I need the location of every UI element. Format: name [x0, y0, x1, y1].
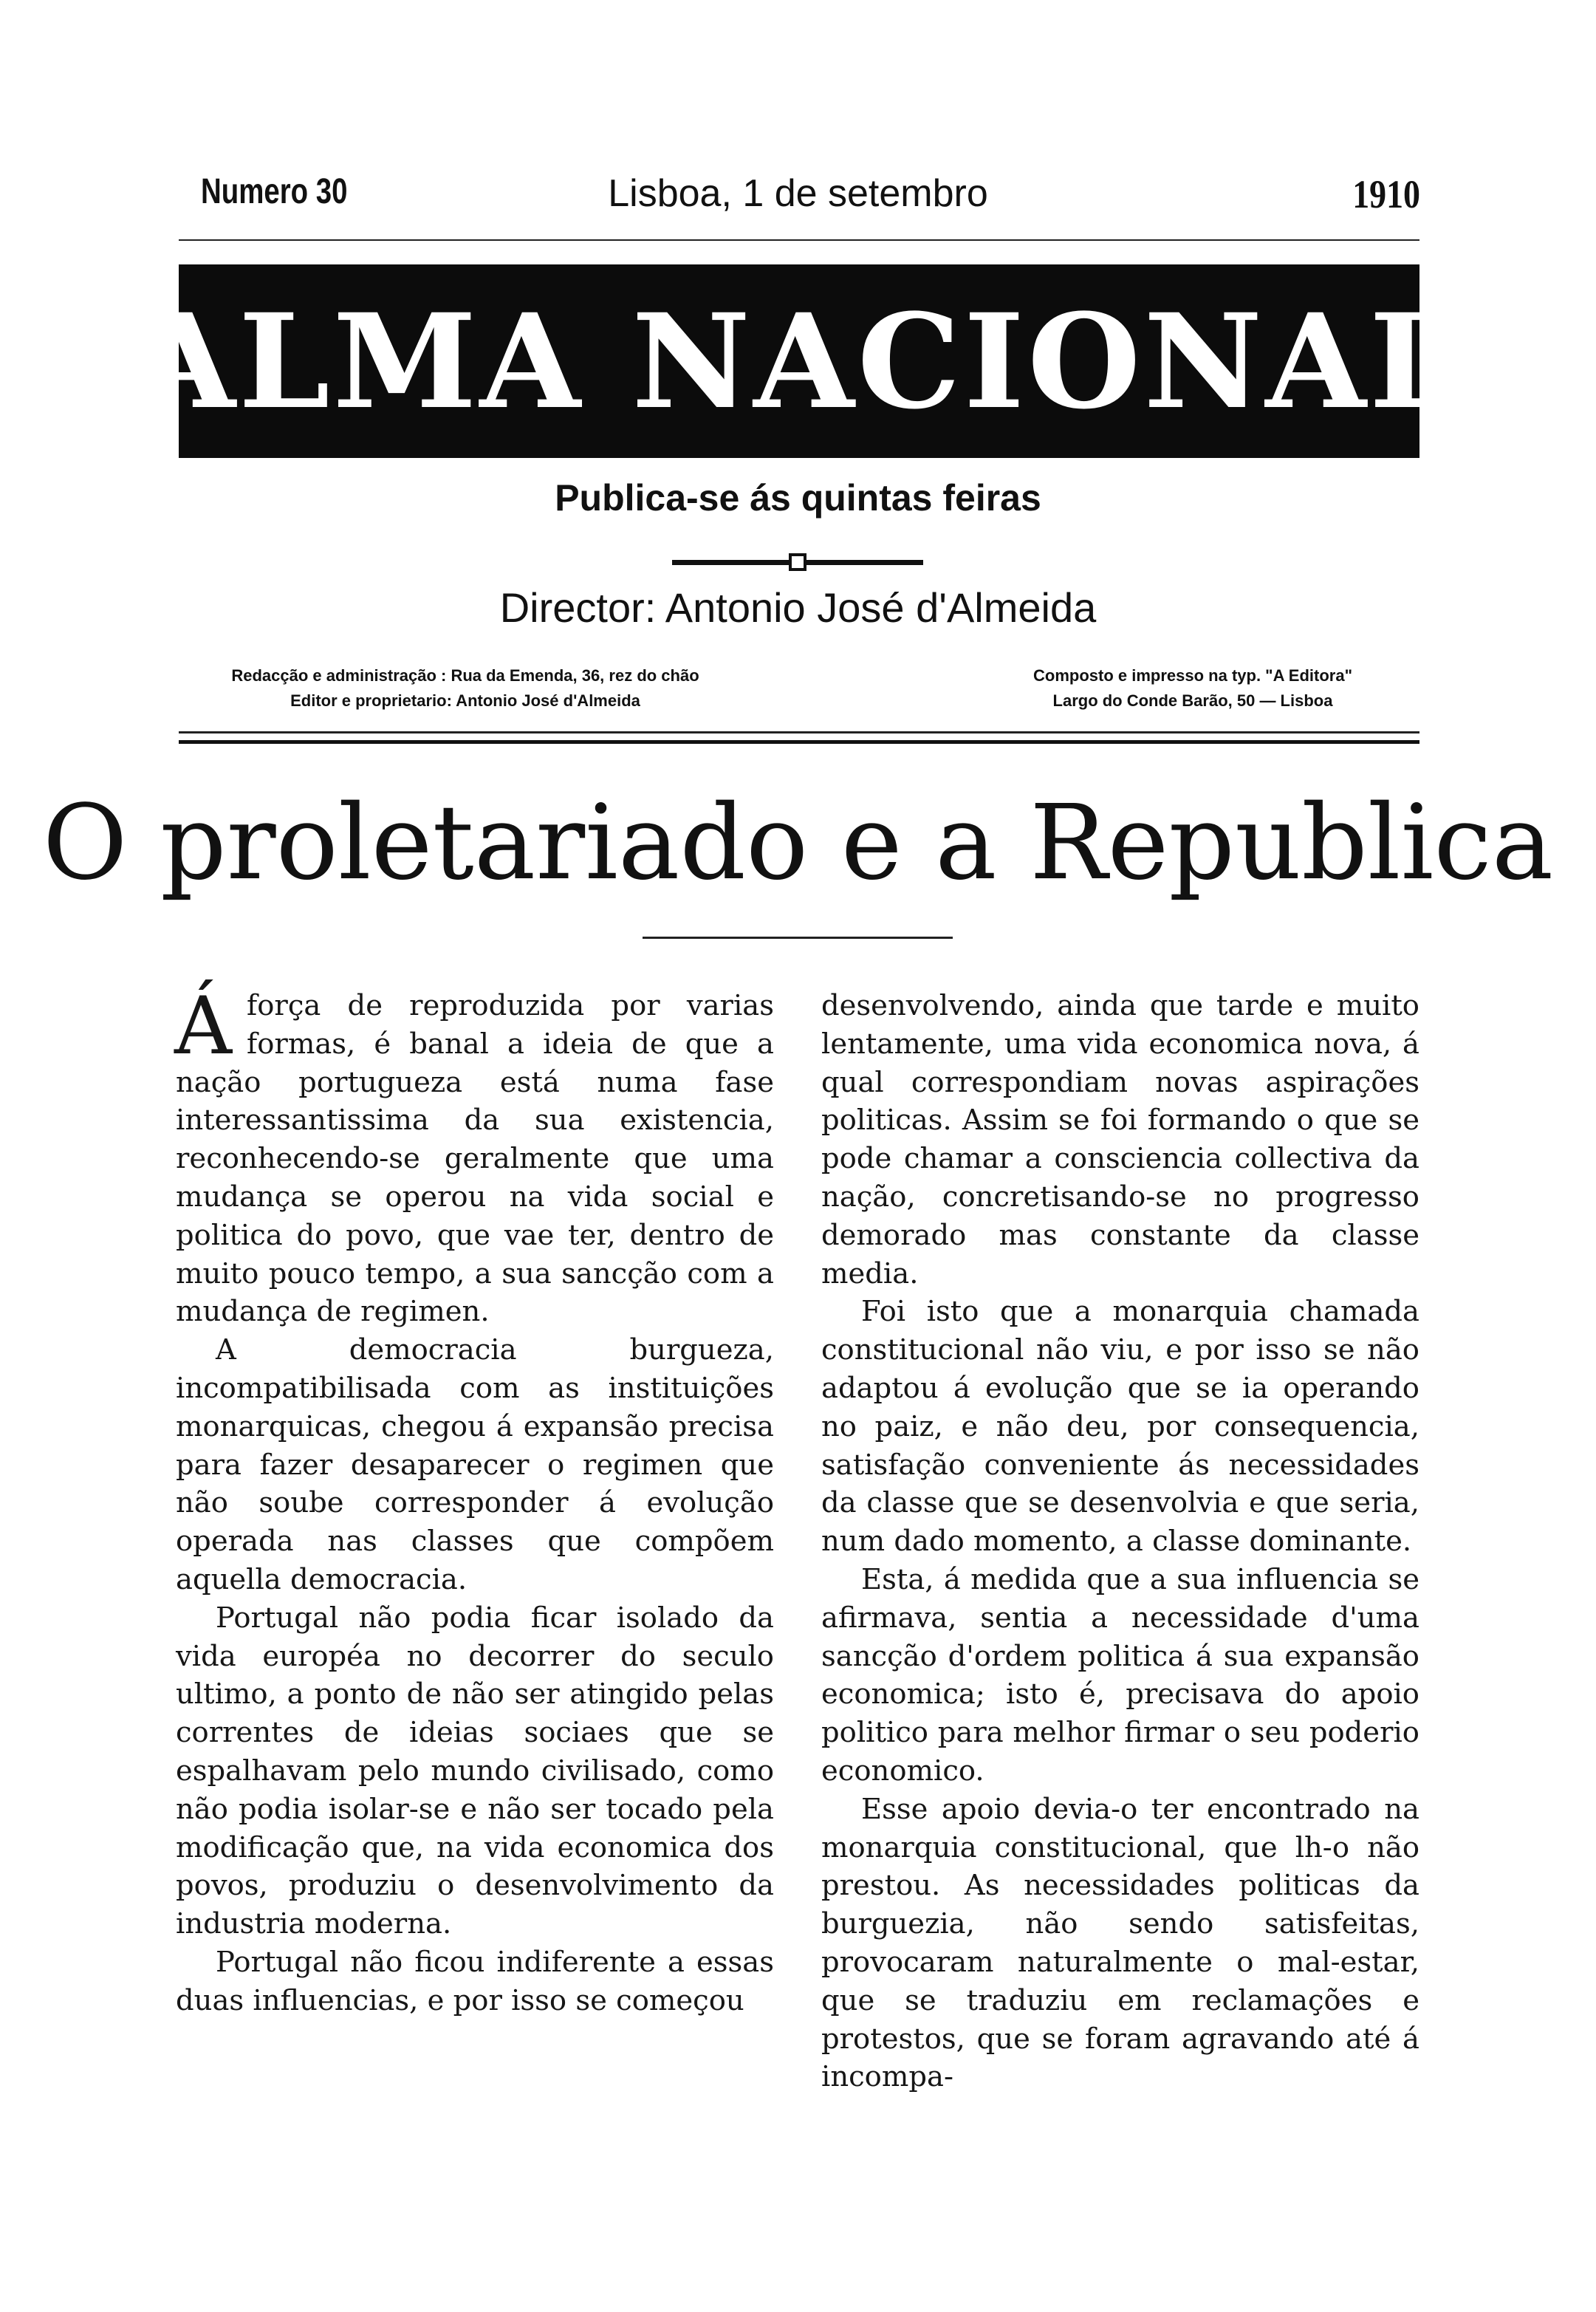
article-title: O proletariado e a Republica	[42, 783, 1554, 903]
masthead-rule-thick	[179, 740, 1419, 744]
imprint-left	[222, 663, 709, 714]
imprint-printer-address: Largo do Conde Barão, 50 — Lisboa	[1052, 691, 1333, 710]
header-rule	[179, 239, 1419, 241]
imprint-address: Redacção e administração : Rua da Emenda, 36, rez do chão	[231, 666, 699, 685]
imprint-printer: Composto e impresso na typ. "A Editora"	[1033, 666, 1352, 685]
ornament-diamond	[789, 553, 806, 571]
ornament-line-right	[805, 560, 923, 565]
paragraph: A democracia burgueza, incompatibilisada com as instituições monarquicas, chegou á expansão precisa para fazer desaparecer o regimen que não soube corresponder á evolução operada nas classes que compõem aquella democracia.	[176, 1333, 774, 1596]
paragraph: Esta, á medida que a sua influencia se afirmava, sentia a necessidade d'uma sancção d'ordem politica á sua expansão economica; isto é, precisava do apoio politico para melhor firmar o seu poderio economico.	[821, 1562, 1419, 1788]
article-column-left	[174, 980, 774, 2020]
paragraph: Portugal não podia ficar isolado da vida européa no decorrer do seculo ultimo, a ponto de não ser atingido pelas correntes de ideias sociaes que se espalhavam pelo mundo civilisado, como não podia isolar-se e não ser tocado pela modificação que, na vida economica dos povos, produziu o desenvolvimento da industria moderna.	[176, 1601, 774, 1941]
paragraph-text: força de reproduzida por varias formas, é banal a ideia de que a nação portugueza está numa fase interessantissima da sua existencia, reconhecendo-se geralmente que uma mudança se operou na vida social e politica do povo, que vae ter, dentro de muito pouco tempo, a sua sancção com a mudança de regimen.	[176, 989, 774, 1329]
director-line: Director: Antonio José d'Almeida	[499, 584, 1097, 631]
publication-frequency: Publica-se ás quintas feiras	[555, 477, 1041, 519]
paragraph: desenvolvendo, ainda que tarde e muito lentamente, uma vida economica nova, á qual correspondiam novas aspirações politicas. Assim se foi formando o que se pode chamar a consciencia collectiva da nação, concretisando-se no progresso demorado mas constante da classe media.	[821, 989, 1419, 1290]
drop-cap: Á	[174, 980, 232, 1073]
title-rule	[643, 937, 953, 939]
masthead-banner	[134, 264, 1464, 458]
imprint-editor: Editor e proprietario: Antonio José d'Almeida	[290, 691, 640, 710]
issue-year: 1910	[1352, 172, 1420, 216]
ornament-line-left	[672, 560, 790, 565]
paragraph: Esse apoio devia-o ter encontrado na monarquia constitucional, que lh-o não prestou. As necessidades politicas da burguezia, não sendo satisfeitas, provocaram naturalmente o mal-estar, que se traduziu em reclamações e protestos, que se foram agravando até á incompa-	[821, 1792, 1419, 2094]
paragraph	[174, 980, 774, 1331]
paragraph: Portugal não ficou indiferente a essas duas influencias, e por isso se começou	[176, 1945, 774, 2017]
issue-number: Numero 30	[201, 172, 348, 211]
masthead-rule-thin	[179, 731, 1419, 733]
imprint-right	[997, 663, 1388, 714]
place-date: Lisboa, 1 de setembro	[608, 172, 988, 215]
masthead-title: ALMA NACIONAL	[134, 284, 1464, 438]
paragraph: Foi isto que a monarquia chamada constitucional não viu, e por isso se não adaptou á evolução que se ia operando no paiz, e não deu, por consequencia, satisfação conveniente ás necessidades da classe que se desenvolvia e que seria, num dado momento, a classe dominante.	[821, 1295, 1419, 1559]
article-column-right	[821, 987, 1419, 2096]
